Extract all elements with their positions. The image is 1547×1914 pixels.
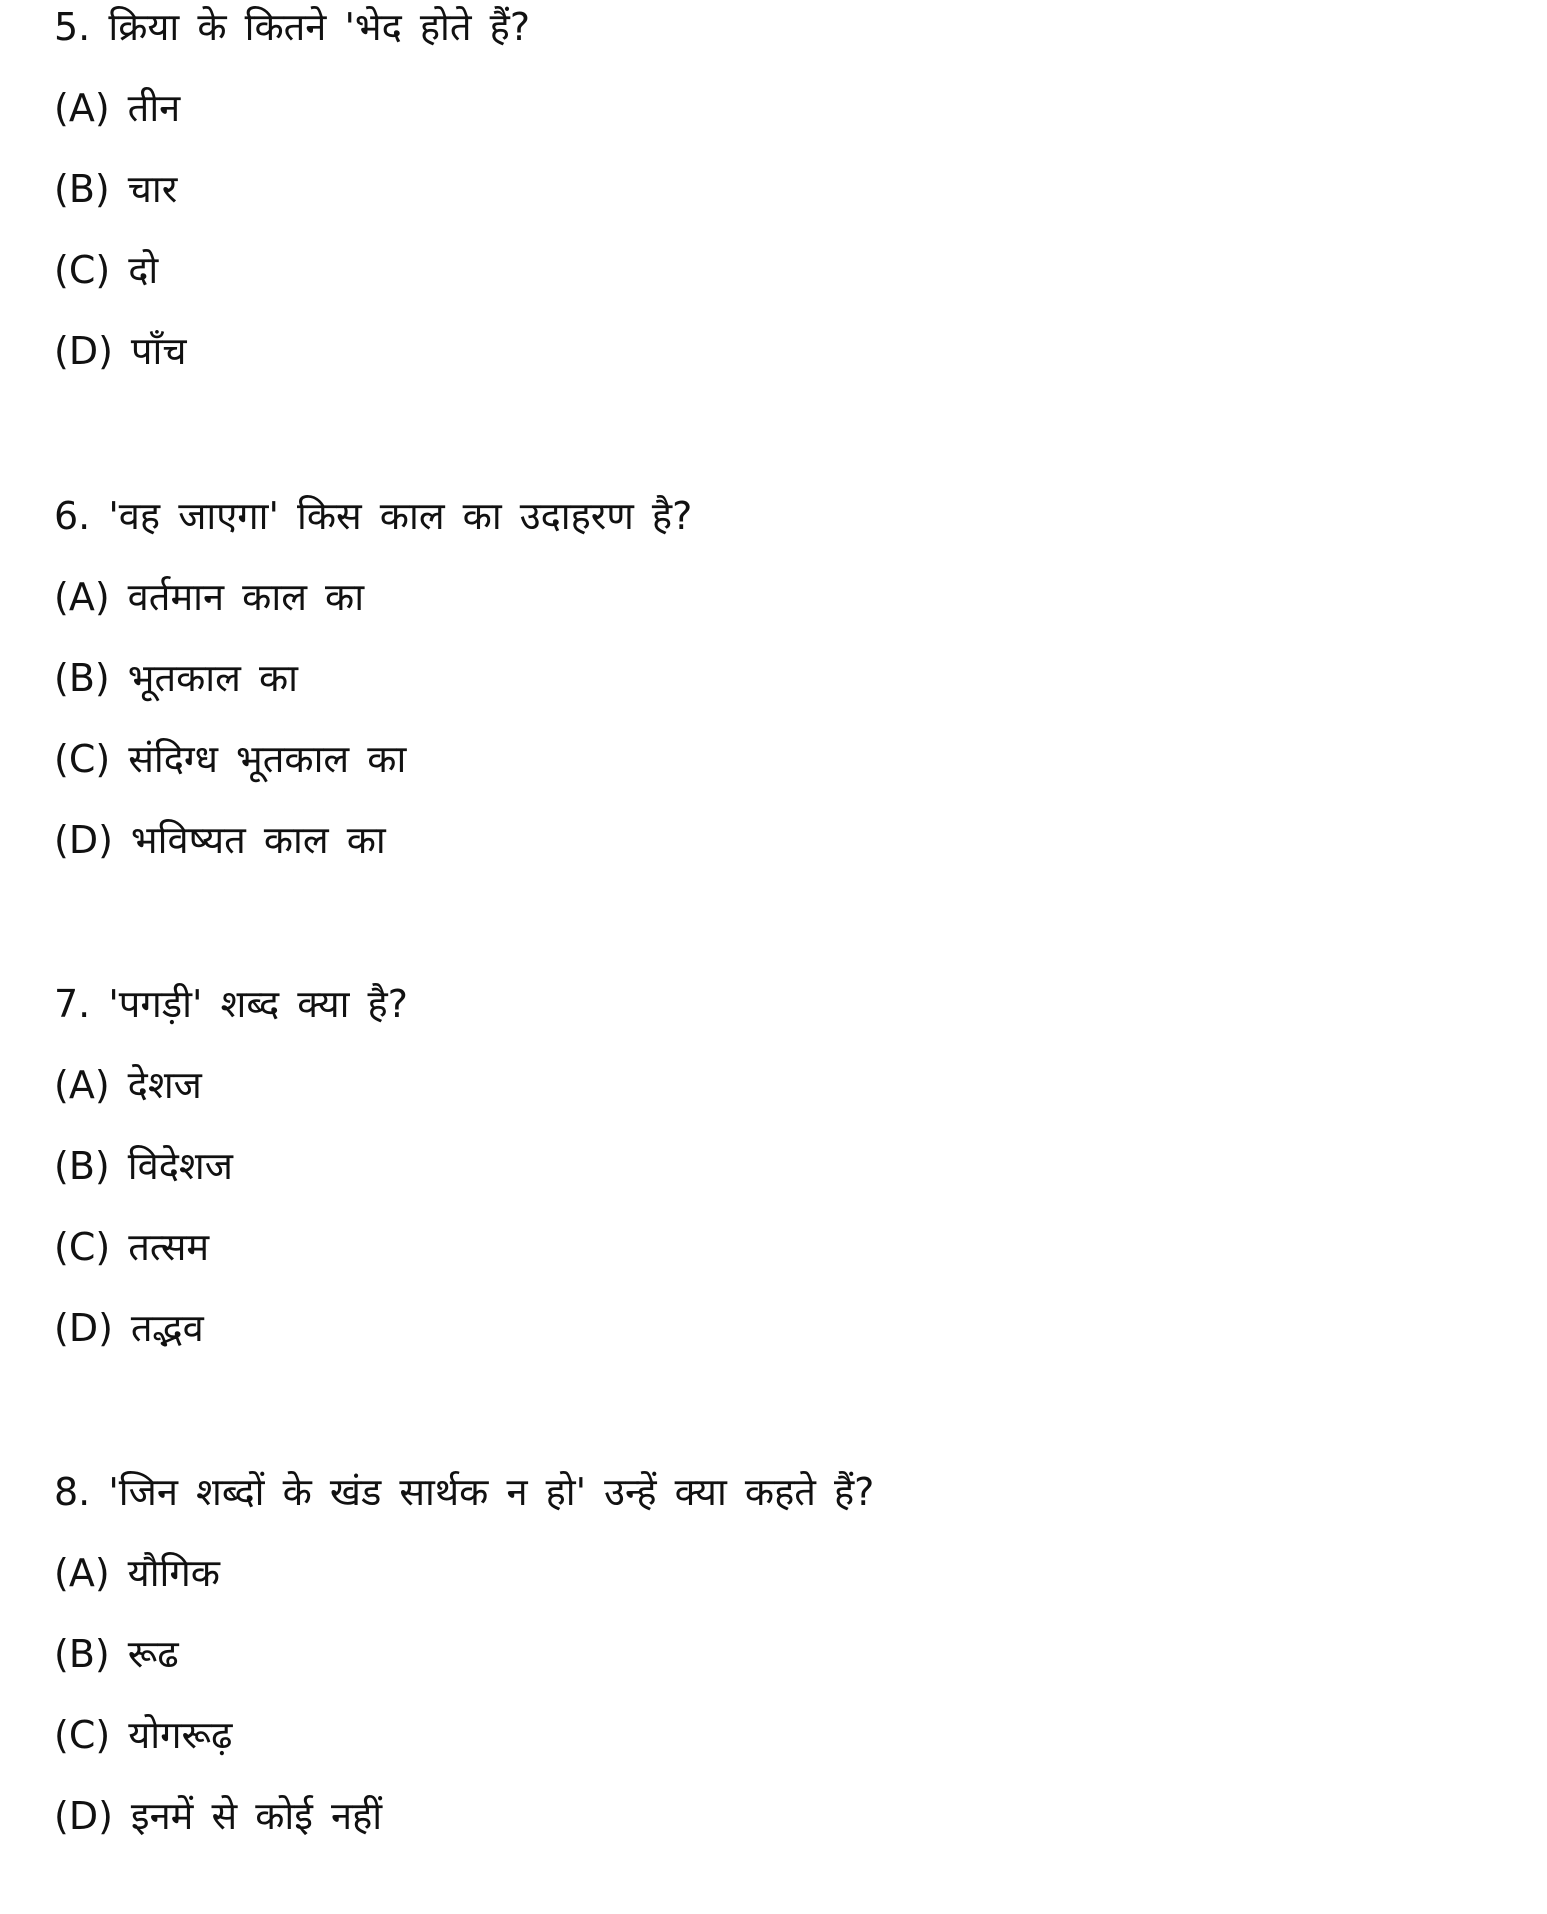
option-text: विदेशज <box>127 1144 233 1188</box>
question-text <box>54 493 692 539</box>
option-d <box>54 1793 874 1839</box>
question-stem: क्रिया के कितने 'भेद होते हैं? <box>108 5 530 49</box>
option-d <box>54 328 530 374</box>
option-a <box>54 85 530 131</box>
option-b <box>54 655 692 701</box>
option-text: भविष्यत काल का <box>130 818 386 862</box>
option-a <box>54 1550 874 1596</box>
option-a <box>54 1062 408 1108</box>
option-text: वर्तमान काल का <box>127 575 365 619</box>
question-5 <box>54 4 530 409</box>
option-text: रूढ <box>127 1632 179 1676</box>
option-c <box>54 1224 408 1270</box>
option-label: (A) <box>54 1551 110 1595</box>
question-text <box>54 4 530 50</box>
option-label: (A) <box>54 86 110 130</box>
option-label: (D) <box>54 1306 113 1350</box>
option-text: भूतकाल का <box>127 656 299 700</box>
option-b <box>54 1143 408 1189</box>
question-number: 7. <box>54 982 91 1026</box>
question-number: 5. <box>54 5 91 49</box>
option-label: (B) <box>54 167 110 211</box>
option-b <box>54 1631 874 1677</box>
option-label: (D) <box>54 329 113 373</box>
option-label: (B) <box>54 656 110 700</box>
option-text: तत्सम <box>128 1225 210 1269</box>
option-label: (C) <box>54 1225 111 1269</box>
question-stem: 'जिन शब्दों के खंड सार्थक न हो' उन्हें क्या कहते हैं? <box>108 1470 875 1514</box>
option-text: पाँच <box>130 329 187 373</box>
option-label: (A) <box>54 1063 110 1107</box>
option-d <box>54 1305 408 1351</box>
option-text: तद्भव <box>130 1306 204 1350</box>
option-label: (B) <box>54 1144 110 1188</box>
option-label: (D) <box>54 818 113 862</box>
option-c <box>54 247 530 293</box>
option-text: योगरूढ़ <box>128 1713 233 1757</box>
option-text: चार <box>127 167 178 211</box>
option-text: दो <box>128 248 159 292</box>
question-stem: 'वह जाएगा' किस काल का उदाहरण है? <box>108 494 693 538</box>
question-6 <box>54 493 692 898</box>
option-label: (C) <box>54 737 111 781</box>
option-label: (A) <box>54 575 110 619</box>
question-text <box>54 981 408 1027</box>
question-8 <box>54 1469 874 1874</box>
option-text: देशज <box>127 1063 202 1107</box>
option-label: (D) <box>54 1794 113 1838</box>
option-text: इनमें से कोई नहीं <box>130 1794 383 1838</box>
option-label: (B) <box>54 1632 110 1676</box>
option-label: (C) <box>54 248 111 292</box>
option-d <box>54 817 692 863</box>
question-number: 6. <box>54 494 91 538</box>
question-number: 8. <box>54 1470 91 1514</box>
option-c <box>54 736 692 782</box>
option-text: संदिग्ध भूतकाल का <box>128 737 407 781</box>
question-7 <box>54 981 408 1386</box>
option-a <box>54 574 692 620</box>
option-label: (C) <box>54 1713 111 1757</box>
option-b <box>54 166 530 212</box>
question-text <box>54 1469 874 1515</box>
question-stem: 'पगड़ी' शब्द क्या है? <box>108 982 408 1026</box>
option-text: यौगिक <box>127 1551 220 1595</box>
option-text: तीन <box>127 86 181 130</box>
option-c <box>54 1712 874 1758</box>
